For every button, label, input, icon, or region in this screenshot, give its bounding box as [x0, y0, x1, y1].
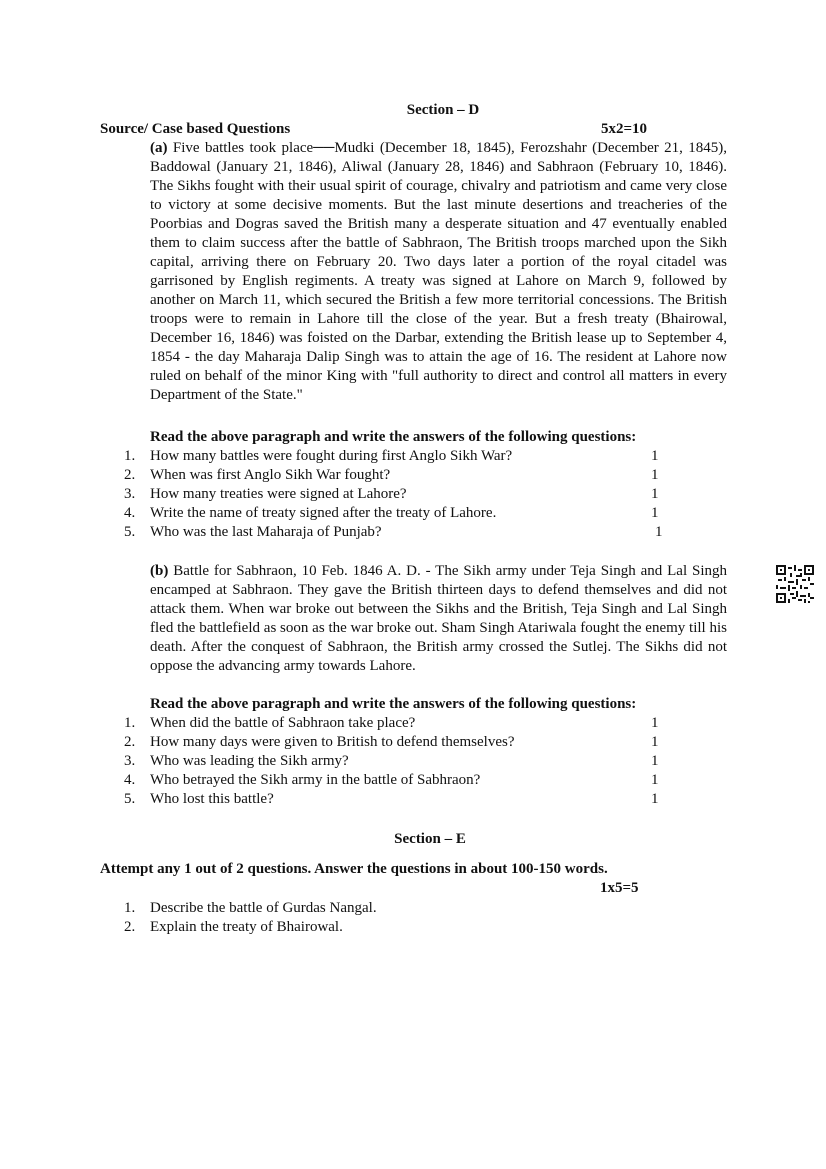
question-number: 1.	[124, 715, 136, 731]
question-marks: 1	[655, 524, 663, 540]
question-text: When did the battle of Sabhraon take place?	[150, 715, 416, 731]
question-number: 4.	[124, 772, 136, 788]
question-text: Describe the battle of Gurdas Nangal.	[150, 900, 377, 916]
case-a-instruction: Read the above paragraph and write the answers of the following questions:	[150, 429, 637, 445]
case-a-question	[0, 523, 826, 542]
question-text: How many treaties were signed at Lahore?	[150, 486, 407, 502]
case-b-passage	[150, 562, 727, 676]
question-text: Who was leading the Sikh army?	[150, 753, 349, 769]
case-b-question	[0, 752, 826, 771]
question-number: 3.	[124, 753, 136, 769]
question-number: 5.	[124, 524, 136, 540]
question-text: Who was the last Maharaja of Punjab?	[150, 524, 382, 540]
section-d-marks: 5x2=10	[601, 121, 648, 137]
case-a-question	[0, 504, 826, 523]
question-text: Who betrayed the Sikh army in the battle of Sabhraon?	[150, 772, 481, 788]
case-b-question	[0, 714, 826, 733]
question-text: Write the name of treaty signed after the treaty of Lahore.	[150, 505, 497, 521]
question-text: How many days were given to British to defend themselves?	[150, 734, 515, 750]
section-e-title: Section – E	[394, 831, 466, 847]
question-marks: 1	[651, 486, 659, 502]
question-text: Who lost this battle?	[150, 791, 274, 807]
question-marks: 1	[651, 772, 659, 788]
question-text: When was first Anglo Sikh War fought?	[150, 467, 391, 483]
question-text: How many battles were fought during first Anglo Sikh War?	[150, 448, 513, 464]
question-number: 1.	[124, 448, 136, 464]
question-marks: 1	[651, 753, 659, 769]
case-b-text: Battle for Sabhraon, 10 Feb. 1846 A. D. - The Sikh army under Teja Singh and Lal Singh encamped at Sabhraon. They gave the British thirteen days to defend themselves and did not attack them. When war broke out between the Sikhs and the British, Teja Singh and Lal Singh fled the battlefield as soon as the war broke out. Sham Singh Atariwala fought the enemy till his death. After the conquest of Sabhraon, the British army crossed the Sutlej. The Sikhs did not oppose the advancing army towards Lahore.	[150, 563, 728, 674]
case-b-question	[0, 771, 826, 790]
section-d-subtitle: Source/ Case based Questions	[100, 121, 291, 137]
case-a-question	[0, 466, 826, 485]
case-a-question	[0, 485, 826, 504]
section-d-title: Section – D	[406, 102, 480, 118]
question-text: Explain the treaty of Bhairowal.	[150, 919, 343, 935]
case-a-passage	[150, 139, 727, 405]
question-number: 2.	[124, 734, 136, 750]
question-marks: 1	[651, 448, 659, 464]
section-e-question	[0, 899, 826, 918]
question-number: 4.	[124, 505, 136, 521]
question-marks: 1	[651, 715, 659, 731]
question-marks: 1	[651, 467, 659, 483]
case-b-instruction: Read the above paragraph and write the answers of the following questions:	[150, 696, 637, 712]
case-b-question	[0, 790, 826, 809]
case-a-label: (a)	[150, 140, 168, 156]
question-marks: 1	[651, 505, 659, 521]
case-a-question	[0, 447, 826, 466]
question-marks: 1	[651, 734, 659, 750]
section-e-question	[0, 918, 826, 937]
case-a-text: Five battles took place──Mudki (December 18, 1845), Ferozshahr (December 21, 1845), Baddowal (January 21, 1846), Aliwal (January 28, 1846) and Sabhraon (February 10, 1846). The Sikhs fought with their usual spirit of courage, chivalry and patriotism and came very close to victory at some decisive moments. But the last minute desertions and treacheries of the Poorbias and Dogras saved the British many a desperate situation and 47 eventually enabled them to claim success after the battle of Sabhraon, The British troops marched upon the Sikh capital, arriving there on February 20. Two days later a portion of the royal citadel was garrisoned by English regiments. A treaty was signed at Lahore on March 9, followed by another on March 11, which secured the British a few more territorial concessions. The British troops were to remain in Lahore till the close of the year. But a fresh treaty (Bhairowal, December 16, 1846) was foisted on the Darbar, extending the British lease up to September 4, 1854 - the day Maharaja Dalip Singh was to attain the age of 16. The resident at Lahore now ruled on behalf of the minor King with "full authority to direct and control all matters in every Department of the State."	[150, 140, 727, 403]
question-number: 5.	[124, 791, 136, 807]
section-e-instruction: Attempt any 1 out of 2 questions. Answer the questions in about 100-150 words.	[100, 861, 608, 877]
section-e-marks: 1x5=5	[600, 880, 639, 896]
question-marks: 1	[651, 791, 659, 807]
qr-code-icon	[776, 565, 814, 603]
question-number: 1.	[124, 900, 136, 916]
case-b-label: (b)	[150, 563, 169, 579]
case-b-question	[0, 733, 826, 752]
question-number: 2.	[124, 467, 136, 483]
question-number: 2.	[124, 919, 136, 935]
question-number: 3.	[124, 486, 136, 502]
